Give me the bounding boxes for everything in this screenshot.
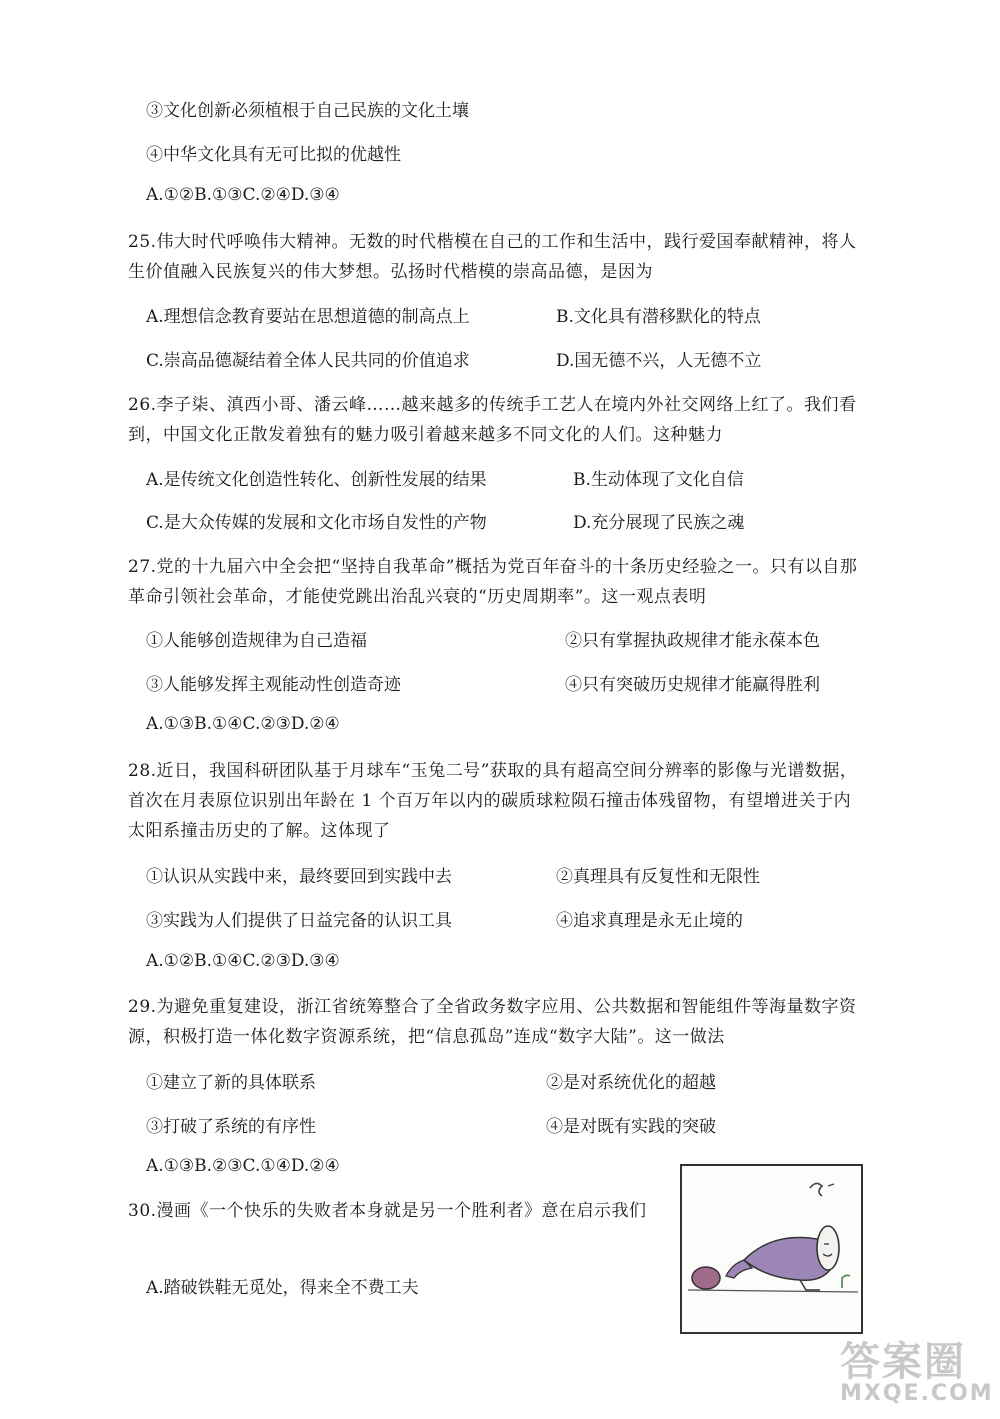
q27-option-2: ②只有掌握执政规律才能永葆本色	[565, 631, 820, 651]
q28-option-1: ①认识从实践中来，最终要回到实践中去	[146, 867, 452, 887]
q24-choices: A.①②B.①③C.②④D.③④	[146, 185, 340, 205]
q29-stem: 29.为避免重复建设，浙江省统筹整合了全省政务数字应用、公共数据和智能组件等海量数字资源，积极打造一体化数字资源系统，把“信息孤岛”连成“数字大陆”。这一做法	[128, 997, 857, 1047]
q26-option-a: A.是传统文化创造性转化、创新性发展的结果	[146, 470, 487, 490]
cartoon-illustration	[680, 1164, 863, 1334]
watermark-logo	[840, 1330, 994, 1410]
q26-option-c: C.是大众传媒的发展和文化市场自发性的产物	[146, 513, 487, 533]
q25-stem: 25.伟大时代呼唤伟大精神。无数的时代楷模在自己的工作和生活中，践行爱国奉献精神，将人生价值融入民族复兴的伟大梦想。弘扬时代楷模的崇高品德，是因为	[128, 232, 857, 282]
q26-stem: 26.李子柒、滇西小哥、潘云峰……越来越多的传统手工艺人在境内外社交网络上红了。我们看到，中国文化正散发着独有的魅力吸引着越来越多不同文化的人们。这种魅力	[128, 395, 857, 445]
q26-option-b: B.生动体现了文化自信	[573, 470, 744, 490]
watermark-title: 答案圈	[840, 1339, 966, 1385]
q28-choices: A.①②B.①④C.②③D.③④	[146, 951, 340, 971]
q29-option-1: ①建立了新的具体联系	[146, 1073, 316, 1093]
q25-option-d: D.国无德不兴，人无德不立	[556, 351, 762, 371]
q27-stem: 27.党的十九届六中全会把“坚持自我革命”概括为党百年奋斗的十条历史经验之一。只有以自那革命引领社会革命，才能使党跳出治乱兴衰的“历史周期率”。这一观点表明	[128, 557, 858, 607]
q27-option-3: ③人能够发挥主观能动性创造奇迹	[146, 675, 401, 695]
q24-option-4: ④中华文化具有无可比拟的优越性	[146, 145, 401, 165]
q29-option-2: ②是对系统优化的超越	[546, 1073, 716, 1093]
q28-option-3: ③实践为人们提供了日益完备的认识工具	[146, 911, 452, 931]
q29-choices: A.①③B.②③C.①④D.②④	[146, 1156, 340, 1176]
q30-option-a: A.踏破铁鞋无觅处，得来全不费工夫	[146, 1278, 419, 1298]
q25-option-c: C.崇高品德凝结着全体人民共同的价值追求	[146, 351, 470, 371]
q27-choices: A.①③B.①④C.②③D.②④	[146, 714, 340, 734]
q27-option-1: ①人能够创造规律为自己造福	[146, 631, 367, 651]
q27-option-4: ④只有突破历史规律才能赢得胜利	[565, 675, 820, 695]
watermark-url: MXQE.COM	[840, 1381, 994, 1406]
q28-option-2: ②真理具有反复性和无限性	[556, 867, 760, 887]
q24-option-3: ③文化创新必须植根于自己民族的文化土壤	[146, 101, 469, 121]
q25-option-a: A.理想信念教育要站在思想道德的制高点上	[146, 307, 470, 327]
q28-option-4: ④追求真理是永无止境的	[556, 911, 743, 931]
q28-stem: 28.近日，我国科研团队基于月球车“玉兔二号”获取的具有超高空间分辨率的影像与光谱数据，首次在月表原位识别出年龄在 1 个百万年以内的碳质球粒陨石撞击体残留物，有望增进关于内太阳系撞击历史的了解。这体现了	[128, 761, 858, 841]
q29-option-4: ④是对既有实践的突破	[546, 1117, 716, 1137]
q26-option-d: D.充分展现了民族之魂	[573, 513, 745, 533]
cartoon-drawing	[682, 1166, 861, 1332]
q30-stem: 30.漫画《一个快乐的失败者本身就是另一个胜利者》意在启示我们	[128, 1201, 647, 1221]
q25-option-b: B.文化具有潜移默化的特点	[556, 307, 761, 327]
q29-option-3: ③打破了系统的有序性	[146, 1117, 316, 1137]
